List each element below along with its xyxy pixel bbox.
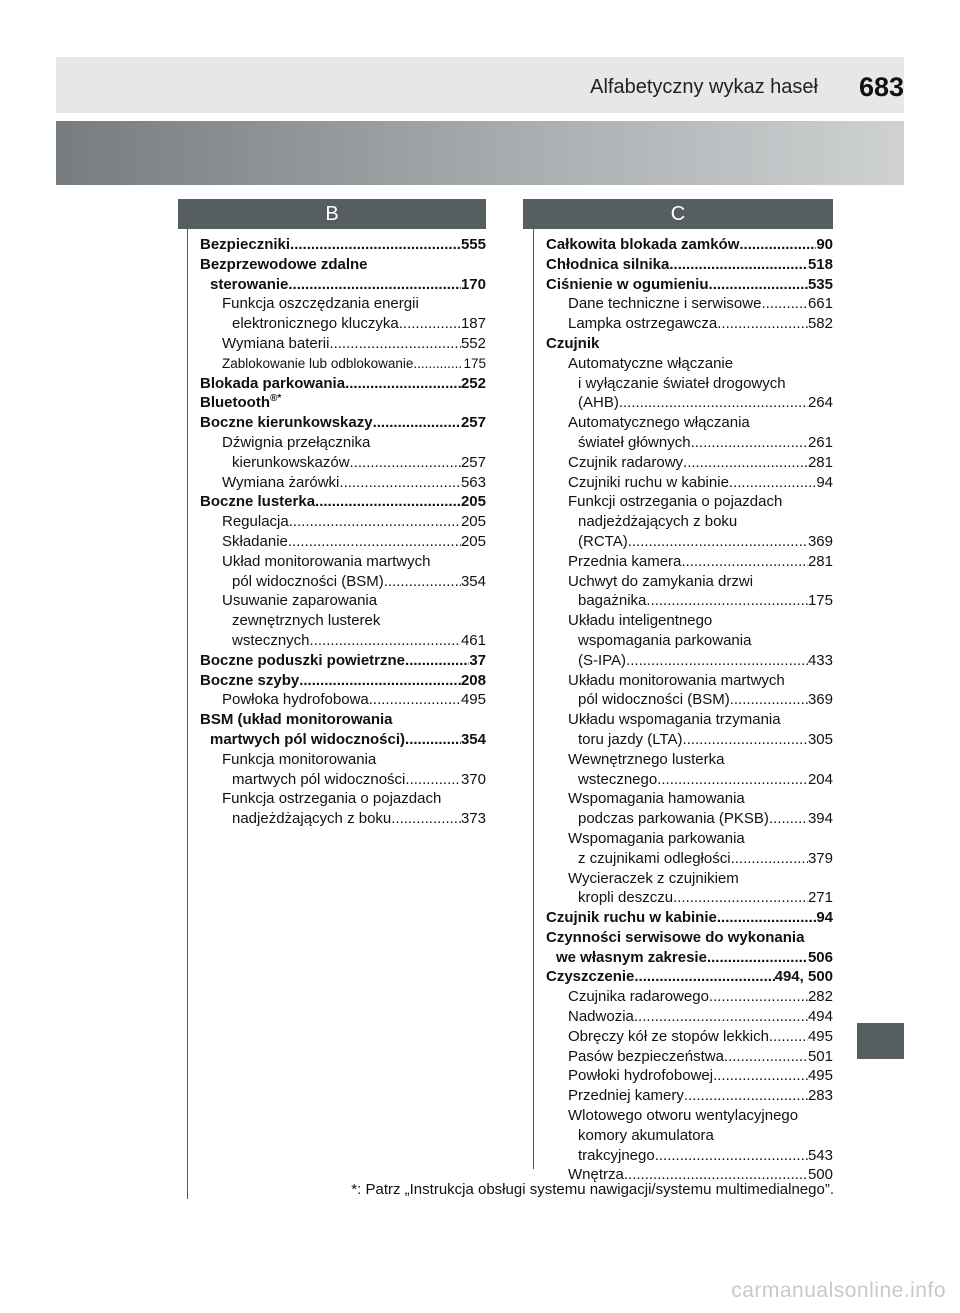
section-header-c: C xyxy=(523,199,833,229)
watermark: carmanualsonline.info xyxy=(731,1279,946,1302)
page-ref: 379 xyxy=(807,849,833,867)
page-ref: 261 xyxy=(807,433,833,451)
entry-text: Czujnik xyxy=(546,334,600,352)
leader-dots xyxy=(707,948,808,968)
page-ref: 90 xyxy=(816,236,833,253)
page-ref: 282 xyxy=(807,988,833,1006)
entry-text: z czujnikami odległości xyxy=(578,849,731,867)
leader-dots xyxy=(713,1066,808,1086)
index-entry xyxy=(546,453,833,473)
leader-dots xyxy=(288,275,461,295)
page-ref: 500 xyxy=(807,1166,833,1184)
entry-text: Wlotowego otworu wentylacyjnego xyxy=(568,1107,799,1125)
section-header-b: B xyxy=(178,199,486,229)
index-entry xyxy=(546,750,833,790)
page-ref: 252 xyxy=(460,374,486,392)
index-entry xyxy=(200,433,486,473)
index-entry xyxy=(546,492,833,551)
entry-text: Regulacja xyxy=(222,513,289,531)
leader-dots xyxy=(399,314,461,334)
entry-text: Czyszczenie xyxy=(546,968,635,986)
entry-text: Wycieraczek z czujnikiem xyxy=(568,869,739,887)
entry-text: Przednia kamera xyxy=(568,552,682,570)
page-ref: 257 xyxy=(460,453,486,471)
leader-dots xyxy=(731,849,808,869)
entry-text: Dźwignia przełącznika xyxy=(222,433,371,451)
leader-dots xyxy=(717,314,808,334)
page-ref: 433 xyxy=(807,651,833,669)
entry-text: Układ monitorowania martwych xyxy=(222,552,431,570)
entry-text: Lampka ostrzegawcza xyxy=(568,315,718,333)
page-ref: 494 xyxy=(807,1008,833,1026)
side-tab-marker xyxy=(857,1023,904,1059)
index-entry xyxy=(546,789,833,829)
leader-dots xyxy=(384,572,461,592)
entry-text: i wyłączanie świateł drogowych xyxy=(578,374,786,392)
entry-text: Funkcja oszczędzania energii xyxy=(222,295,419,313)
index-entry xyxy=(546,334,833,354)
index-entry xyxy=(200,354,486,374)
index-entry xyxy=(546,255,833,275)
entry-text: BSM (układ monitorowania xyxy=(200,711,393,729)
index-entry xyxy=(200,690,486,710)
index-entry xyxy=(200,671,486,691)
leader-dots xyxy=(682,730,807,750)
entry-text: sterowanie xyxy=(210,275,289,293)
index-entry xyxy=(200,374,486,394)
leader-dots xyxy=(350,453,461,473)
leader-dots xyxy=(655,1146,808,1166)
index-entry xyxy=(546,294,833,314)
index-entry xyxy=(200,710,486,750)
page-ref: 369 xyxy=(807,691,833,709)
index-entry xyxy=(546,235,833,255)
leader-dots xyxy=(315,492,461,512)
page-ref: 370 xyxy=(460,770,486,788)
leader-dots xyxy=(634,967,774,987)
page-ref: 369 xyxy=(807,532,833,550)
leader-dots xyxy=(729,473,816,493)
entry-text: Pasów bezpieczeństwa xyxy=(568,1047,724,1065)
entry-text: Czujnika radarowego xyxy=(568,988,709,1006)
page-ref: 495 xyxy=(807,1027,833,1045)
page-number: 683 xyxy=(858,72,904,102)
entry-text: Funkcja ostrzegania o pojazdach xyxy=(222,790,442,808)
entry-text: Przedniej kamery xyxy=(568,1087,684,1105)
leader-dots xyxy=(339,473,461,493)
page-ref: 543 xyxy=(807,1146,833,1164)
entry-text: Bezpieczniki xyxy=(200,236,291,253)
entry-text: Automatyczne włączanie xyxy=(568,354,734,372)
entry-text: Czujniki ruchu w kabinie xyxy=(568,473,729,491)
entry-text: Układu wspomagania trzymania xyxy=(568,711,781,729)
leader-dots xyxy=(709,987,808,1007)
page-ref: 495 xyxy=(460,691,486,709)
leader-dots xyxy=(683,453,808,473)
entry-text: wstecznego xyxy=(578,770,658,788)
page-ref: 305 xyxy=(807,730,833,748)
leader-dots xyxy=(619,393,808,413)
leader-dots xyxy=(310,631,461,651)
entry-text: toru jazdy (LTA) xyxy=(578,730,683,748)
entry-text: Zablokowanie lub odblokowanie xyxy=(222,355,414,371)
index-entry xyxy=(546,552,833,572)
leader-dots xyxy=(329,334,461,354)
entry-text: zewnętrznych lusterek xyxy=(232,612,381,630)
entry-text: Boczne kierunkowskazy xyxy=(200,414,373,432)
page-ref: 501 xyxy=(807,1047,833,1065)
entry-text: martwych pól widoczności) xyxy=(210,730,406,748)
index-entry xyxy=(546,275,833,295)
index-entry xyxy=(546,354,833,413)
entry-text: nadjeżdżających z boku xyxy=(232,810,392,828)
page-ref: 205 xyxy=(460,532,486,550)
index-entry xyxy=(546,869,833,909)
index-entry xyxy=(200,393,486,413)
index-entry xyxy=(546,1106,833,1165)
entry-text: Czujnik radarowy xyxy=(568,453,684,471)
entry-text: trakcyjnego xyxy=(578,1146,655,1164)
page-ref: 205 xyxy=(460,493,486,511)
leader-dots xyxy=(369,690,461,710)
entry-text: Funkcja monitorowania xyxy=(222,750,377,768)
leader-dots xyxy=(289,512,461,532)
entry-text: Całkowita blokada zamków xyxy=(546,236,740,253)
page-ref: 661 xyxy=(807,295,833,313)
index-entry xyxy=(200,294,486,334)
entry-text: Dane techniczne i serwisowe xyxy=(568,295,762,313)
leader-dots xyxy=(628,532,808,552)
leader-dots xyxy=(769,809,808,829)
entry-text: Układu inteligentnego xyxy=(568,612,713,630)
decorative-banner xyxy=(56,121,904,185)
index-entry xyxy=(546,829,833,869)
leader-dots xyxy=(684,1086,808,1106)
entry-text: pól widoczności (BSM) xyxy=(578,691,730,709)
page-ref: 283 xyxy=(807,1087,833,1105)
entry-text: Uchwyt do zamykania drzwi xyxy=(568,572,754,590)
page-ref: 94 xyxy=(816,473,833,491)
page-ref: 535 xyxy=(807,275,833,293)
index-entry xyxy=(546,908,833,928)
page-ref: 506 xyxy=(807,948,833,966)
leader-dots xyxy=(724,1047,808,1067)
page-ref: 354 xyxy=(460,730,486,748)
entry-text: Chłodnica silnika xyxy=(546,255,670,273)
index-entry xyxy=(546,1027,833,1047)
entry-text: pól widoczności (BSM) xyxy=(232,572,384,590)
leader-dots xyxy=(739,235,816,255)
index-entry xyxy=(200,651,486,671)
index-entry xyxy=(546,572,833,612)
index-entry xyxy=(546,928,833,968)
entry-text: Boczne poduszki powietrzne xyxy=(200,651,406,669)
index-entry xyxy=(546,314,833,334)
index-entry xyxy=(200,591,486,650)
entry-text: świateł głównych xyxy=(578,433,691,451)
entry-text: wstecznych xyxy=(232,631,310,649)
page-ref: 175 xyxy=(463,355,486,371)
index-entry xyxy=(546,987,833,1007)
entry-text: Wewnętrznego lusterka xyxy=(568,750,725,768)
index-entry xyxy=(200,235,486,255)
column-divider-left xyxy=(187,229,188,1199)
entry-text: Czynności serwisowe do wykonania xyxy=(546,928,805,946)
entry-text: kropli deszczu xyxy=(578,889,674,907)
entry-text: Boczne lusterka xyxy=(200,493,316,511)
index-entry xyxy=(200,255,486,295)
entry-text: komory akumulatora xyxy=(578,1126,714,1144)
entry-text: kierunkowskazów xyxy=(232,453,350,471)
page-ref: 170 xyxy=(460,275,486,293)
leader-dots xyxy=(673,888,808,908)
page-ref: 354 xyxy=(460,572,486,590)
superscript-mark: ®* xyxy=(269,393,282,405)
leader-dots xyxy=(646,591,808,611)
entry-text: Obręczy kół ze stopów lekkich xyxy=(568,1027,769,1045)
page-ref: 281 xyxy=(807,453,833,471)
entry-text: Powłoka hydrofobowa xyxy=(222,691,369,709)
page-ref: 175 xyxy=(807,592,833,610)
index-entry xyxy=(546,1007,833,1027)
leader-dots xyxy=(290,235,461,255)
page-title: Alfabetyczny wykaz haseł xyxy=(590,76,818,98)
index-entry xyxy=(546,611,833,670)
leader-dots xyxy=(634,1007,808,1027)
index-entry xyxy=(546,413,833,453)
page-ref: 495 xyxy=(807,1067,833,1085)
leader-dots xyxy=(413,354,463,374)
entry-text: (S-IPA) xyxy=(578,651,627,669)
entry-text: Automatycznego włączania xyxy=(568,414,750,432)
leader-dots xyxy=(681,552,808,572)
entry-text: Układu monitorowania martwych xyxy=(568,671,785,689)
index-entry xyxy=(546,1086,833,1106)
page-ref: 264 xyxy=(807,394,833,412)
leader-dots xyxy=(373,413,461,433)
entry-text: Nadwozia xyxy=(568,1008,634,1026)
entry-text: Blokada parkowania xyxy=(200,374,346,392)
index-entry xyxy=(546,473,833,493)
leader-dots xyxy=(405,730,461,750)
page-ref: 257 xyxy=(460,414,486,432)
entry-text: podczas parkowania (PKSB) xyxy=(578,810,769,828)
leader-dots xyxy=(691,433,808,453)
index-entry xyxy=(200,512,486,532)
index-entry xyxy=(200,473,486,493)
leader-dots xyxy=(299,671,461,691)
index-entry xyxy=(200,789,486,829)
index-entry xyxy=(200,750,486,790)
leader-dots xyxy=(730,690,808,710)
page-ref: 208 xyxy=(460,671,486,689)
column-divider-right xyxy=(533,229,534,1169)
leader-dots xyxy=(657,770,808,790)
leader-dots xyxy=(345,374,461,394)
page-ref: 37 xyxy=(469,651,486,669)
entry-text: (RCTA) xyxy=(578,532,628,550)
leader-dots xyxy=(769,1027,808,1047)
leader-dots xyxy=(405,770,461,790)
entry-text: nadjeżdżających z boku xyxy=(578,513,738,531)
page-ref: 563 xyxy=(460,473,486,491)
index-entry xyxy=(200,552,486,592)
entry-text: Ciśnienie w ogumieniu xyxy=(546,275,709,293)
leader-dots xyxy=(405,651,469,671)
index-entry xyxy=(546,671,833,711)
entry-text: Wspomagania parkowania xyxy=(568,829,745,847)
footnote: *: Patrz „Instrukcja obsługi systemu nawigacji/systemu multimedialnego”. xyxy=(351,1181,834,1198)
page-ref: 187 xyxy=(460,315,486,333)
entry-text: Czujnik ruchu w kabinie xyxy=(546,909,717,927)
page-ref: 555 xyxy=(460,236,486,253)
index-entry xyxy=(200,492,486,512)
page-ref: 518 xyxy=(807,255,833,273)
index-entry xyxy=(546,1066,833,1086)
index-column-c xyxy=(546,235,833,1185)
page-ref: 205 xyxy=(460,513,486,531)
index-entry xyxy=(200,334,486,354)
index-column-b xyxy=(200,235,486,829)
page-ref: 494, 500 xyxy=(774,968,833,986)
entry-text: Bezprzewodowe zdalne xyxy=(200,255,368,273)
entry-text: Wnętrza xyxy=(568,1166,624,1184)
leader-dots xyxy=(669,255,808,275)
entry-text: elektronicznego kluczyka xyxy=(232,315,399,333)
index-entry xyxy=(200,532,486,552)
entry-text: martwych pól widoczności xyxy=(232,770,406,788)
entry-text: Wymiana baterii xyxy=(222,334,330,352)
page-ref: 94 xyxy=(816,909,833,927)
leader-dots xyxy=(717,908,816,928)
page-ref: 281 xyxy=(807,552,833,570)
index-entry xyxy=(546,1047,833,1067)
entry-text: Funkcji ostrzegania o pojazdach xyxy=(568,493,783,511)
page-ref: 204 xyxy=(807,770,833,788)
index-entry xyxy=(200,413,486,433)
index-entry xyxy=(546,967,833,987)
page-ref: 461 xyxy=(460,631,486,649)
leader-dots xyxy=(709,275,808,295)
entry-text: Usuwanie zaparowania xyxy=(222,592,378,610)
page-ref: 394 xyxy=(807,810,833,828)
leader-dots xyxy=(626,651,808,671)
entry-text: wspomagania parkowania xyxy=(578,631,752,649)
entry-text: we własnym zakresie xyxy=(556,948,707,966)
page-ref: 552 xyxy=(460,334,486,352)
entry-text: Boczne szyby xyxy=(200,671,300,689)
leader-dots xyxy=(391,809,461,829)
leader-dots xyxy=(288,532,461,552)
entry-text: bagażnika xyxy=(578,592,647,610)
page-ref: 271 xyxy=(807,889,833,907)
index-entry xyxy=(546,710,833,750)
page-ref: 582 xyxy=(807,315,833,333)
entry-text: Bluetooth xyxy=(200,394,270,412)
entry-text: (AHB) xyxy=(578,394,619,412)
page-ref: 373 xyxy=(460,810,486,828)
leader-dots xyxy=(761,294,808,314)
entry-text: Wspomagania hamowania xyxy=(568,790,745,808)
entry-text: Wymiana żarówki xyxy=(222,473,340,491)
entry-text: Składanie xyxy=(222,532,288,550)
entry-text: Powłoki hydrofobowej xyxy=(568,1067,714,1085)
